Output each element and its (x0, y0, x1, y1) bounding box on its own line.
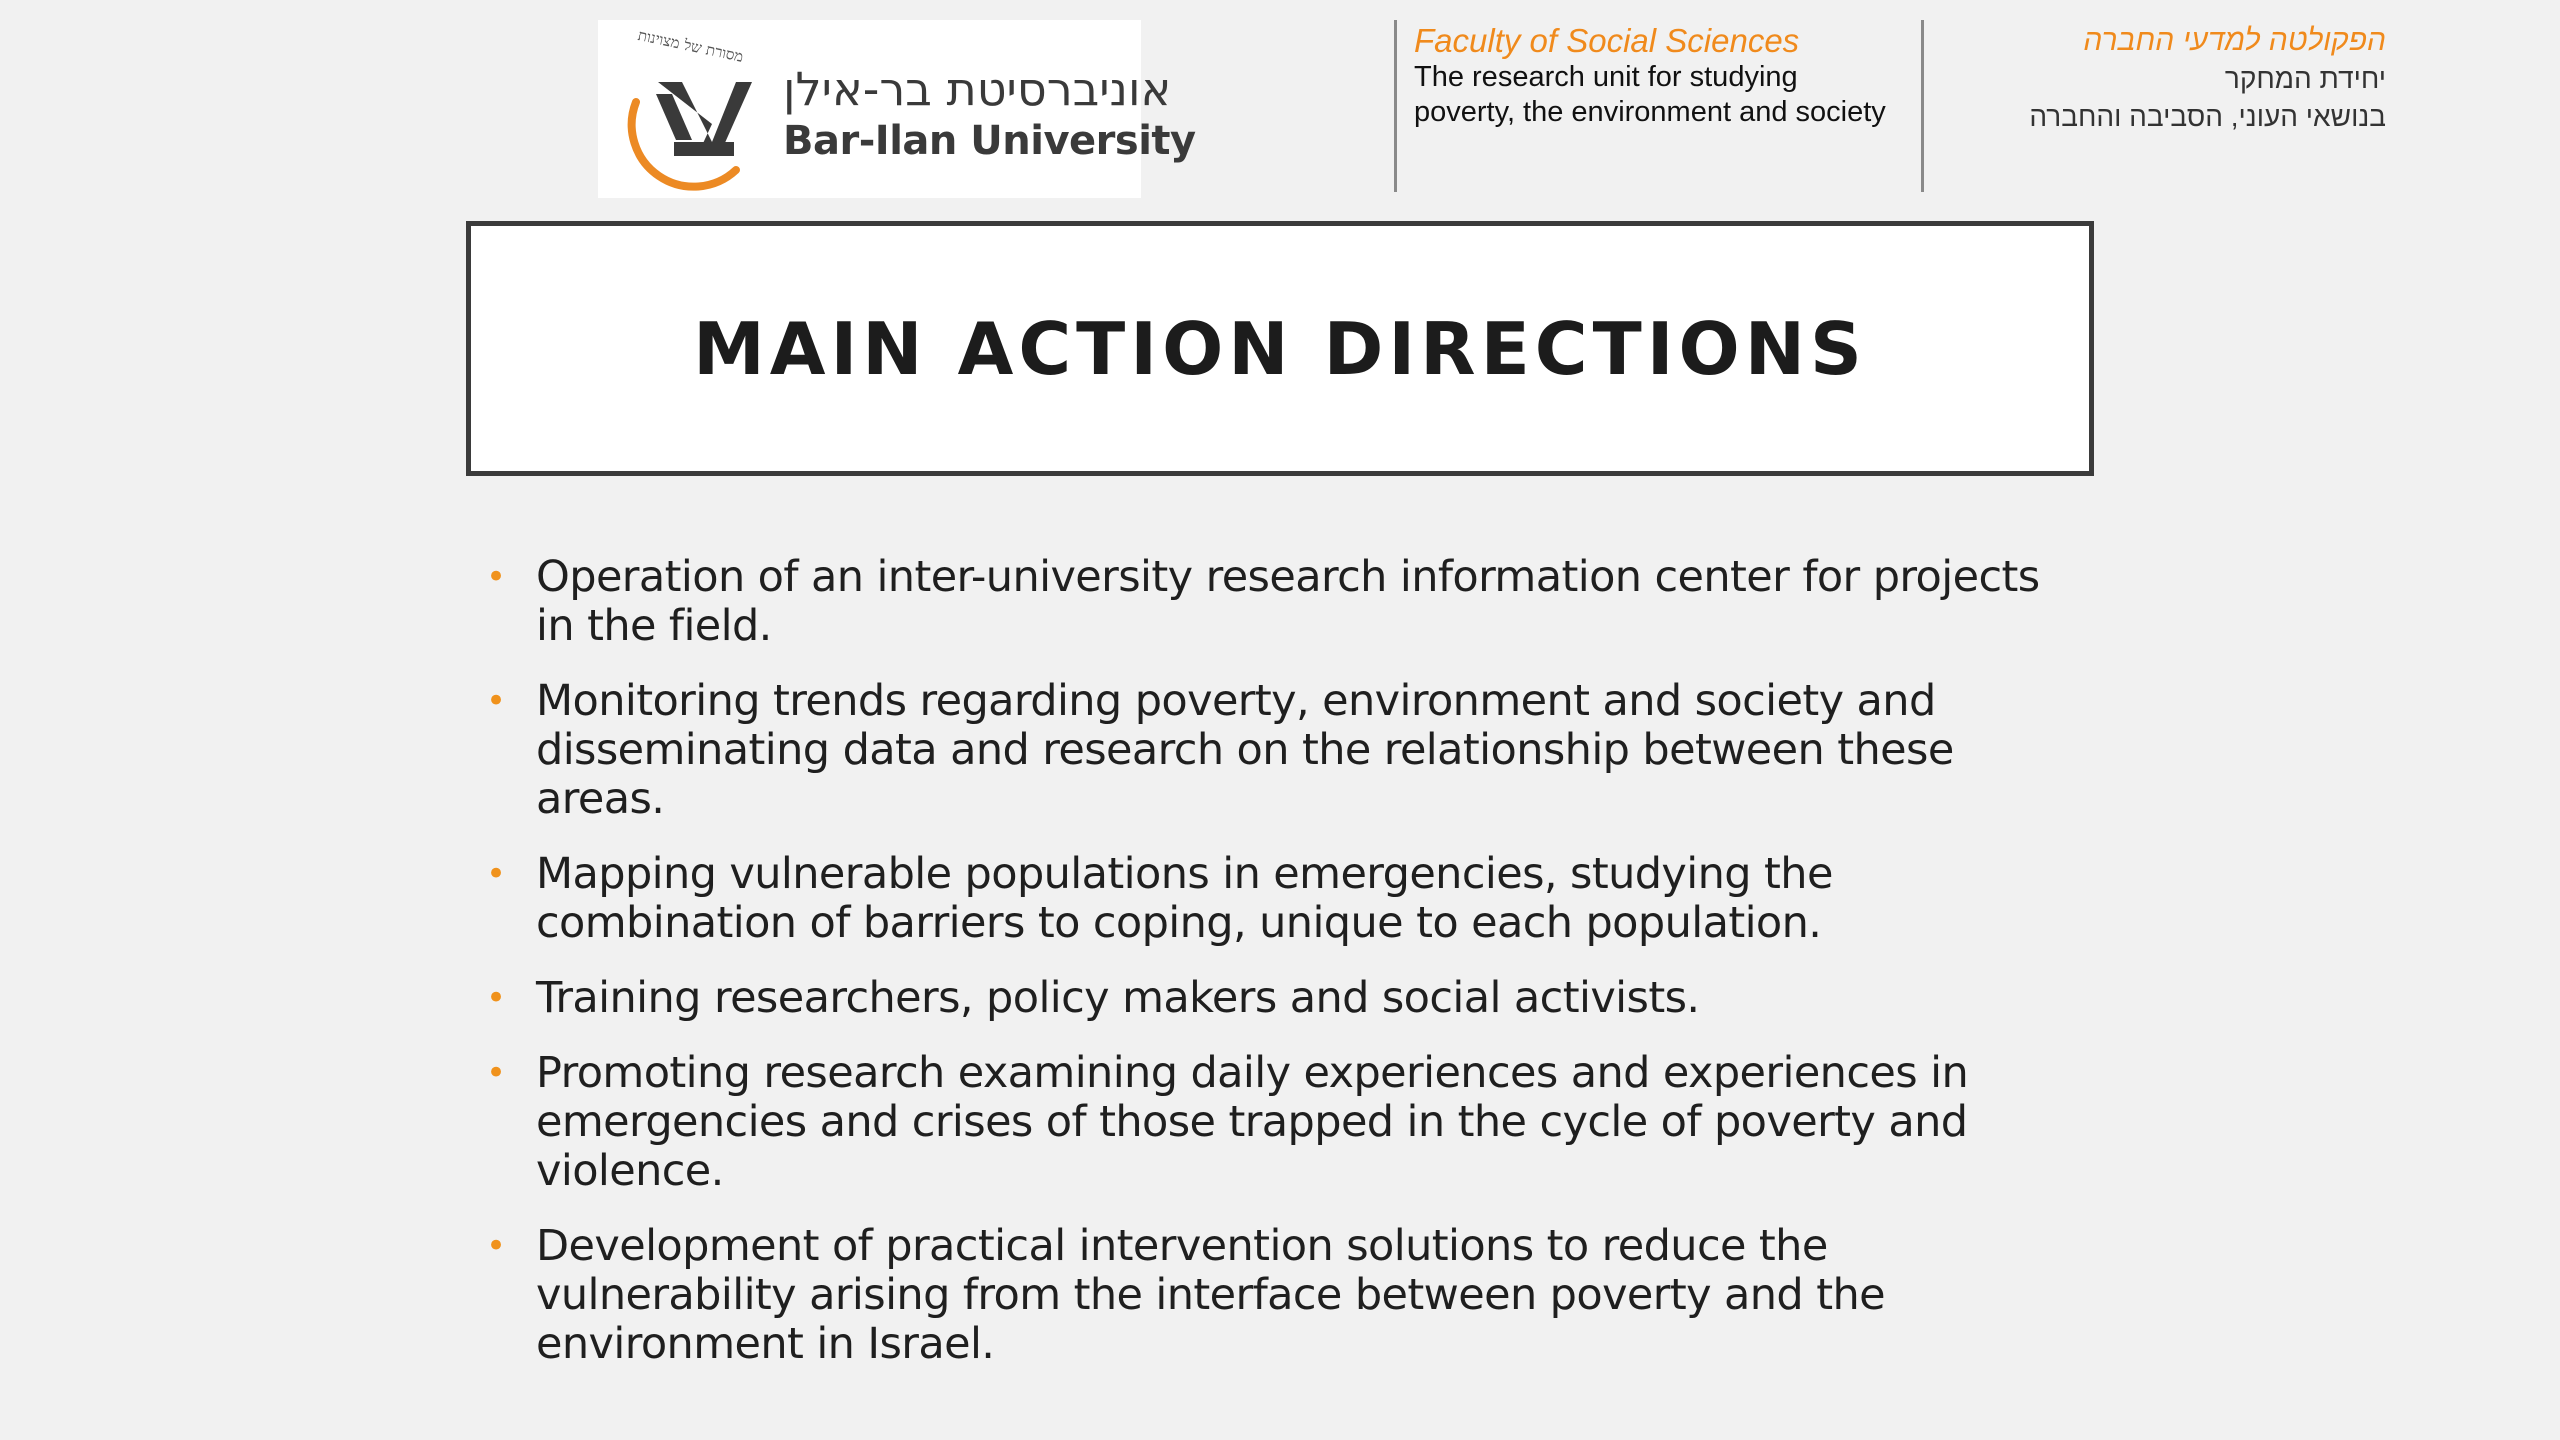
logo-hebrew-name: אוניברסיטת בר-אילן (783, 62, 1172, 116)
logo-english-name: Bar-Ilan University (783, 118, 1196, 164)
faculty-line1-en: The research unit for studying (1414, 61, 1798, 93)
faculty-hebrew-block (1966, 22, 2386, 136)
page-title: MAIN ACTION DIRECTIONS (693, 306, 1867, 391)
list-item (486, 1049, 2086, 1196)
list-item (486, 850, 2086, 948)
title-box (466, 221, 2094, 476)
faculty-line2-en: poverty, the environment and society (1414, 96, 1886, 128)
list-item (486, 974, 2086, 1023)
bullet-dot-icon: • (486, 1226, 506, 1266)
list-item (486, 553, 2086, 651)
list-item-text: Promoting research examining daily experiences and experiences in emergencies and crises of those trapped in the cycle of poverty and violence. (536, 1048, 1969, 1196)
faculty-title-en: Faculty of Social Sciences (1414, 22, 1800, 59)
faculty-line1-he: יחידת המחקר (2224, 63, 2386, 94)
list-item-text: Development of practical intervention solutions to reduce the vulnerability arising from the interface between poverty and the environment in Israel. (536, 1221, 1885, 1369)
logo-seal-text: מסורת של מצוינות (636, 26, 745, 66)
university-logo (598, 20, 1196, 198)
list-item-text: Mapping vulnerable populations in emergencies, studying the combination of barriers to coping, unique to each population. (536, 849, 1833, 948)
bullet-dot-icon: • (486, 854, 506, 894)
list-item (486, 1222, 2086, 1369)
header-divider (1921, 20, 1924, 192)
faculty-line2-he: בנושאי העוני, הסביבה והחברה (2029, 101, 2386, 132)
faculty-english-block (1414, 22, 1914, 130)
bullet-dot-icon: • (486, 1053, 506, 1093)
list-item (486, 677, 2086, 824)
bullet-dot-icon: • (486, 978, 506, 1018)
faculty-title-he: הפקולטה למדעי החברה (2083, 24, 2386, 57)
bullet-list (486, 553, 2086, 1395)
header-divider (1394, 20, 1397, 192)
list-item-text: Training researchers, policy makers and social activists. (536, 973, 1700, 1023)
list-item-text: Monitoring trends regarding poverty, environment and society and disseminating data and research on the relationship between these areas. (536, 676, 1954, 824)
bullet-dot-icon: • (486, 681, 506, 721)
bullet-dot-icon: • (486, 557, 506, 597)
list-item-text: Operation of an inter-university research information center for projects in the field. (536, 552, 2040, 651)
